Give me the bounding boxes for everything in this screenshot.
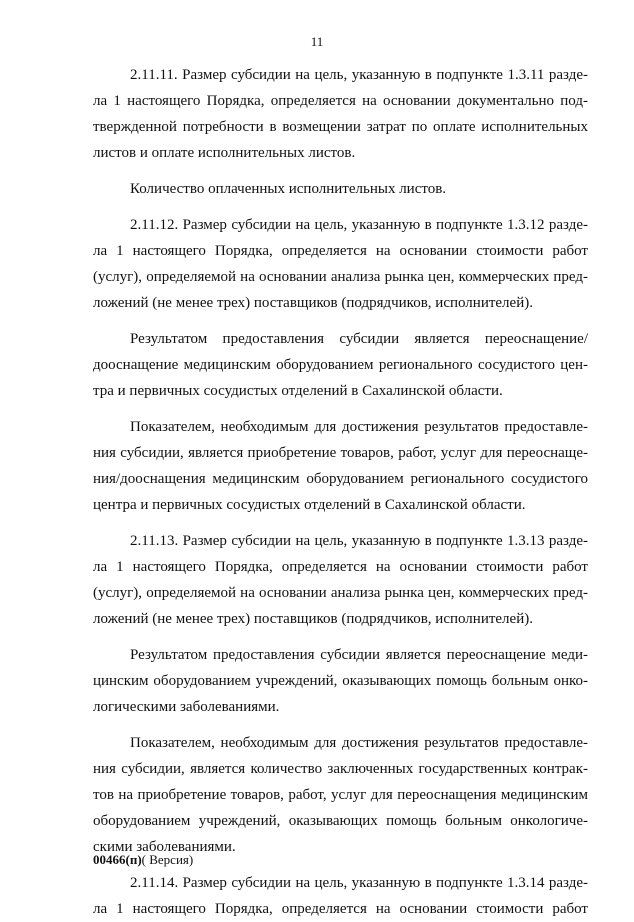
document-body <box>93 62 588 922</box>
text-line: 2.11.11. Размер субсидии на цель, указанную в подпункте 1.3.11 разде- <box>130 67 588 83</box>
text-line: 2.11.12. Размер субсидии на цель, указанную в подпункте 1.3.12 разде- <box>130 217 588 233</box>
text-line: ла 1 настоящего Порядка, определяется на основании стоимости работ <box>93 559 588 575</box>
text-line: Показателем, необходимым для достижения результатов предоставле- <box>130 735 588 751</box>
text-line: ния субсидии, является количество заключенных государственных контрак- <box>93 761 588 777</box>
page-number: 11 <box>310 34 324 49</box>
text-line: Количество оплаченных исполнительных листов. <box>130 181 447 197</box>
text-line: тра и первичных сосудистых отделений в Сахалинской области. <box>93 383 503 399</box>
text-line: ложений (не менее трех) поставщиков (подрядчиков, исполнителей). <box>93 611 533 627</box>
text-line: дооснащение медицинским оборудованием регионального сосудистого цен- <box>93 357 588 373</box>
text-line: логическими заболеваниями. <box>93 699 280 715</box>
text-line: 2.11.14. Размер субсидии на цель, указанную в подпункте 1.3.14 разде- <box>130 875 588 891</box>
text-line: твержденной потребности в возмещении затрат по оплате исполнительных <box>93 119 588 135</box>
text-line: оборудованием учреждений, оказывающих помощь больным онкологиче- <box>93 813 588 829</box>
text-line: Результатом предоставления субсидии является переоснащение меди- <box>130 647 588 663</box>
text-line: Показателем, необходимым для достижения результатов предоставле- <box>130 419 588 435</box>
text-line: скими заболеваниями. <box>93 839 236 855</box>
text-line: Результатом предоставления субсидии является переоснащение/ <box>130 331 588 347</box>
text-line: ния/дооснащения медицинским оборудованием регионального сосудистого <box>93 471 588 487</box>
text-line: ла 1 настоящего Порядка, определяется на основании стоимости работ <box>93 901 588 917</box>
text-line: ла 1 настоящего Порядка, определяется на основании стоимости работ <box>93 243 588 259</box>
text-line: (услуг), определяемой на основании анализа рынка цен, коммерческих пред- <box>93 585 588 601</box>
text-line: (услуг), определяемой на основании анализа рынка цен, коммерческих пред- <box>93 269 588 285</box>
text-line: тов на приобретение товаров, работ, услуг для переоснащения медицинским <box>93 787 588 803</box>
text-line: ла 1 настоящего Порядка, определяется на основании документально под- <box>93 93 588 109</box>
text-line: 2.11.13. Размер субсидии на цель, указанную в подпункте 1.3.13 разде- <box>130 533 588 549</box>
document-version: ( Версия) <box>141 852 194 867</box>
text-line: ния субсидии, является приобретение товаров, работ, услуг для переоснаще- <box>93 445 588 461</box>
text-line: ложений (не менее трех) поставщиков (подрядчиков, исполнителей). <box>93 295 533 311</box>
document-code: 00466(п) <box>93 852 142 867</box>
document-footer <box>93 852 193 868</box>
text-line: центра и первичных сосудистых отделений в Сахалинской области. <box>93 497 526 513</box>
text-line: листов и оплате исполнительных листов. <box>93 145 356 161</box>
text-line: цинским оборудованием учреждений, оказывающих помощь больным онко- <box>93 673 588 689</box>
